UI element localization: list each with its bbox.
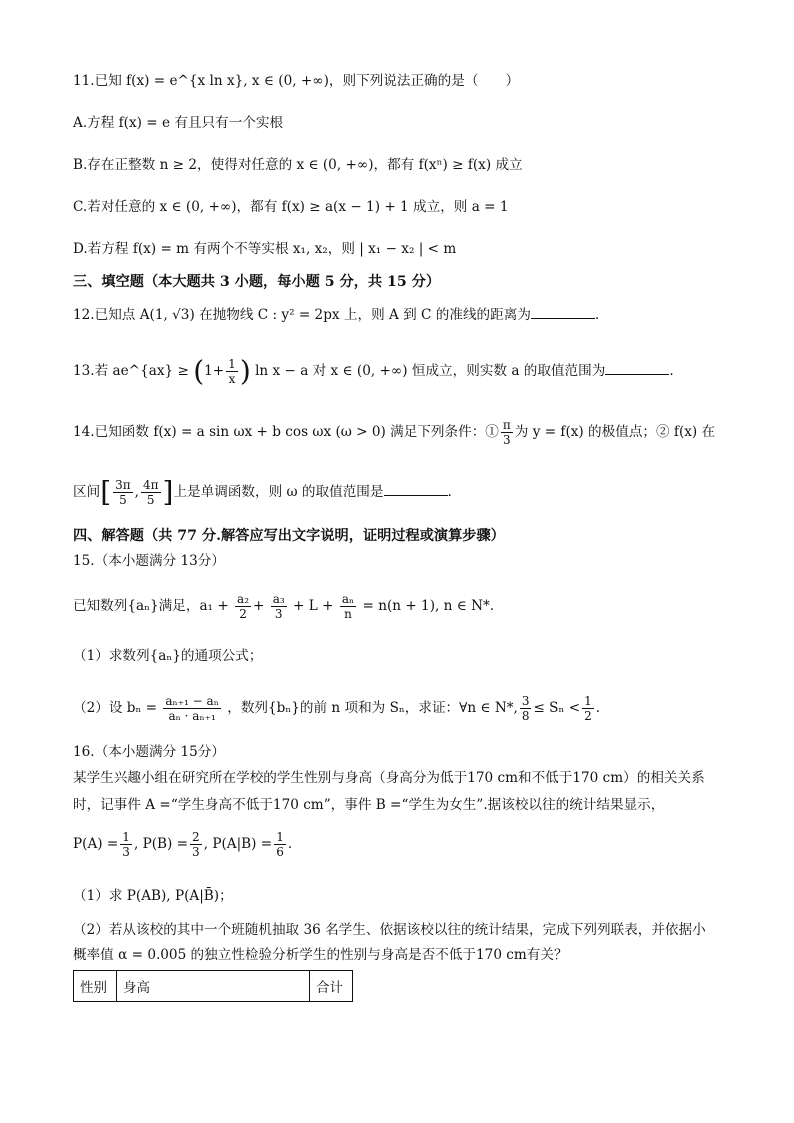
q13: [73, 354, 734, 388]
q13-rparen: ): [239, 354, 251, 388]
q14-frac-4pi-5: $\frac{4\pi}{5}$: [142, 478, 159, 507]
q14-pi-over-3: $\frac{\pi}{3}$: [502, 418, 511, 447]
q16-head: 16.（本小题满分 15分）: [73, 744, 225, 760]
table-header-height: 身高: [117, 971, 310, 1002]
q11-option-b: B.存在正整数 n ≥ 2，使得对任意的 x ∈ (0, +∞)，都有 f(xⁿ) ≥ f(x) 成立: [73, 157, 523, 173]
q12: [73, 305, 734, 325]
q11-option-a: A.方程 f(x) = e 有且只有一个实根: [73, 115, 284, 131]
q11-option-d: D.若方程 f(x) = m 有两个不等实根 x₁, x₂，则 | x₁ − x₂ | < m: [73, 241, 457, 257]
q13-pre: 13.若 ae^{ax} ≥: [73, 363, 189, 379]
q16-pb: , P(B) =: [133, 836, 189, 852]
q15-p2-le: ≤ Sₙ <: [533, 700, 581, 716]
q14-line2: 区间[ $\frac{3\pi}{5}$ , $\frac{4\pi}{5}$ ]上是单调函数，则 ω 的取值范围是 .: [73, 475, 452, 509]
q15-dots: + L +: [293, 598, 334, 614]
q14-lbracket: [: [100, 475, 112, 509]
table-header-total: 合计: [310, 971, 353, 1002]
q16-end: .: [287, 836, 293, 852]
q13-end: .: [669, 363, 674, 379]
q14-frac-3pi-5: $\frac{3\pi}{5}$: [115, 478, 131, 507]
q15-end: .: [595, 700, 601, 716]
q11-option-c: C.若对任意的 x ∈ (0, +∞)，都有 f(x) ≥ a(x − 1) + 1 成立，则 a = 1: [73, 199, 509, 215]
q15-part1: （1）求数列{aₙ}的通项公式；: [73, 648, 263, 664]
table-header-gender: 性别: [74, 971, 117, 1002]
q15-frac-1-2: $\frac{1}{2}$: [584, 694, 592, 723]
q15-frac-bn: $\frac{\text{aₙ₊₁ − aₙ}}{\text{aₙ · aₙ₊₁}}$: [165, 694, 219, 723]
q15-p2-pre: （2）设 bₙ =: [73, 700, 158, 716]
q15-frac-a3: $\frac{\text{a₃}}{3}$: [272, 592, 285, 621]
q16-part1: （1）求 P(AB), P(A|B̄)；: [73, 888, 233, 904]
q16-frac-1-6: $\frac{1}{6}$: [276, 830, 284, 859]
q13-lparen: (: [193, 354, 205, 388]
q15-p2-mid: ，数列{bₙ}的前 n 项和为 Sₙ，求证：∀n ∈ N*,: [227, 700, 518, 716]
q14-pre: 14.已知函数 f(x) = a sin ωx + b cos ωx (ω > 0) 满足下列条件：①: [73, 424, 499, 440]
q11-stem: 11.已知 f(x) = e^{x ln x}, x ∈ (0, +∞)，则下列说法正确的是（ ）: [73, 73, 520, 89]
q16-line2: 时，记事件 A =“学生身高不低于170 cm”，事件 B =“学生为女生”.据该校以往的统计结果显示，: [73, 797, 665, 813]
q15-frac-a2: $\frac{\text{a₂}}{2}$: [237, 592, 250, 621]
q16-pa: P(A) =: [73, 836, 119, 852]
q16-part2-line2: 概率值 α = 0.005 的独立性检验分析学生的性别与身高是否不低于170 cm有关？: [73, 947, 568, 963]
q14-interval-label: 区间: [73, 484, 101, 500]
q16-probabilities: [73, 830, 734, 859]
q14-post: 为 y = f(x) 的极值点；② f(x) 在: [514, 424, 716, 440]
q12-end: .: [594, 307, 600, 323]
q13-one: 1+: [204, 363, 225, 379]
q14-line1: [73, 418, 734, 447]
section-fill-in-heading: 三、填空题（本大题共 3 小题，每小题 5 分，共 15 分）: [73, 274, 441, 290]
contingency-table: [73, 970, 353, 1002]
q14-l2-post: 上是单调函数，则 ω 的取值范围是: [173, 484, 384, 500]
q16-frac-2-3: $\frac{2}{3}$: [192, 830, 200, 859]
q15-given-pre: 已知数列{aₙ}满足，a₁ +: [73, 598, 229, 614]
q13-fraction: $\frac{1}{x}$: [228, 357, 236, 386]
q15-given-post: = n(n + 1), n ∈ N*.: [362, 598, 495, 614]
q14-rbracket: ]: [162, 475, 174, 509]
q16-part2-line1: （2）若从该校的其中一个班随机抽取 36 名学生、依据该校以往的统计结果，完成下列列联表，并依据小: [73, 922, 706, 938]
q12-text: 12.已知点 A(1, √3) 在抛物线 C : y² = 2px 上，则 A 到 C 的准线的距离为: [73, 307, 531, 323]
q15-head: 15.（本小题满分 13分）: [73, 553, 225, 569]
q15-given: 已知数列{aₙ}满足，a₁ + $\frac{\text{a₂}}{2}$ + $\frac{\text{a₃}}{3}$ + L + $\frac{\text{aₙ}}{n}$ = n(n + 1), n ∈ N*.: [73, 592, 495, 621]
q14-end: .: [447, 484, 452, 500]
q15-frac-3-8: $\frac{3}{8}$: [521, 694, 530, 723]
q15-part2: [73, 694, 734, 723]
q12-answer-blank[interactable]: [531, 305, 595, 319]
q16-line1: 某学生兴趣小组在研究所在学校的学生性别与身高（身高分为低于170 cm和不低于170 cm）的相关关系: [73, 770, 705, 786]
q15-frac-an: $\frac{\text{aₙ}}{n}$: [341, 592, 355, 621]
table-row: [74, 971, 353, 1002]
q13-post: ln x − a 对 x ∈ (0, +∞) 恒成立，则实数 a 的取值范围为: [255, 363, 606, 379]
section-solutions-heading: 四、解答题（共 77 分.解答应写出文字说明，证明过程或演算步骤）: [73, 528, 505, 544]
q16-pab: , P(A|B) =: [203, 836, 273, 852]
q14-answer-blank[interactable]: [384, 482, 448, 496]
q16-frac-1-3: $\frac{1}{3}$: [122, 830, 130, 859]
q13-answer-blank[interactable]: [605, 361, 669, 375]
